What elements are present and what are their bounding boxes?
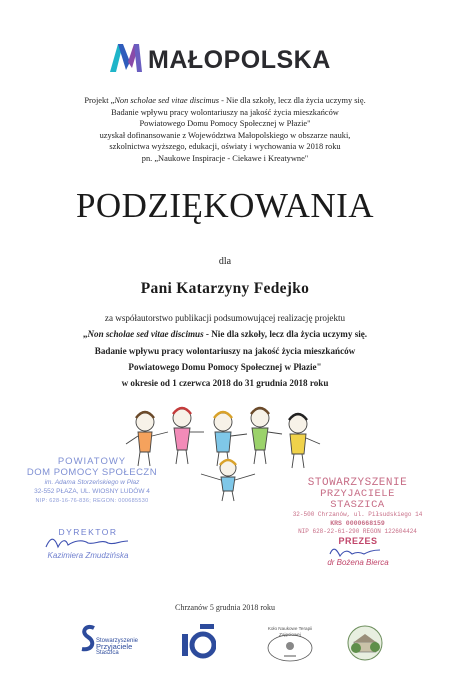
body-line-1: za współautorstwo publikacji podsumowującej realizację projektu — [104, 313, 346, 323]
body-paragraph — [40, 310, 410, 391]
director-name: Kazimiera Zmudzińska — [47, 551, 129, 560]
stamp-right-line-5: NIP 628-22-61-290 REGON 122604424 — [298, 528, 417, 535]
intro-line-4: uzyskał dofinansowanie z Województwa Małopolskiego w obszarze nauki, — [99, 130, 351, 140]
footer-logo-kolo-naukowe — [260, 624, 320, 664]
stamp-right-line-1: STOWARZYSZENIE — [307, 477, 408, 489]
director-role: DYREKTOR — [58, 527, 118, 537]
stamp-left-line-3: im. Adama Storzeńskiego w Płaz — [44, 479, 140, 486]
certificate-title: PODZIĘKOWANIA — [75, 186, 375, 225]
stamp-dps-plaza — [22, 456, 162, 506]
stamp-right-line-3: 32-500 Chrzanów, ul. Piłsudskiego 14 — [292, 511, 423, 518]
footer-logo-przyjaciele-staszica — [80, 624, 140, 664]
footer-logo1-small2: Staszica — [96, 650, 119, 656]
president-signature — [326, 544, 386, 558]
director-signature-block — [28, 527, 148, 560]
footer-logo3-label: Koło Naukowe Terapii Zajęciowej — [267, 626, 313, 637]
footer-logo-10-years — [180, 624, 216, 664]
stamp-left-line-2: DOM POMOCY SPOŁECZN — [26, 467, 158, 478]
president-role: PREZES — [338, 536, 378, 546]
stamp-left-line-1: POWIATOWY — [57, 456, 127, 467]
body-line-4: Powiatowego Domu Pomocy Społecznej w Płazie" — [128, 361, 322, 372]
ten-years-icon — [180, 624, 216, 660]
recipient-name: Pani Katarzyny Fedejko — [140, 280, 310, 297]
stamp-right-line-4: KRS 0000668159 — [330, 520, 385, 527]
stamp-left-line-5: NIP: 628-16-76-836; REGON: 000685530 — [35, 498, 149, 504]
intro-line-3: Powiatowego Domu Pomocy Społecznej w Płazie" — [139, 119, 311, 129]
malopolska-m-icon — [108, 40, 144, 74]
malopolska-logo — [108, 40, 358, 80]
building-emblem-icon — [346, 624, 384, 662]
stamp-przyjaciele-staszica — [290, 478, 425, 536]
intro-line-1: Projekt „Non scholae sed vitae discimus - Nie dla szkoły, lecz dla życia uczymy się. — [84, 96, 366, 105]
intro-line-2: Badanie wpływu pracy wolontariuszy na jakość życia mieszkańców — [111, 107, 339, 117]
footer-logo1-small: Stowarzyszenie — [96, 638, 139, 644]
footer-logo1-big: Przyjaciele — [96, 642, 133, 651]
stamp-right-line-2: PRZYJACIELE STASZICA — [320, 488, 395, 511]
for-label: dla — [218, 256, 232, 267]
logo-text: MAŁOPOLSKA — [148, 46, 331, 74]
president-name: dr Bożena Bierca — [327, 558, 389, 567]
footer-logo-building — [346, 624, 384, 664]
body-line-5: w okresie od 1 czerwca 2018 do 31 grudnia 2018 roku — [121, 378, 329, 389]
place-and-date: Chrzanów 5 grudnia 2018 roku — [175, 603, 275, 612]
intro-line-5: szkolnictwa wyższego, edukacji, oświaty i wychowania w 2018 roku — [109, 142, 341, 152]
intro-paragraph — [40, 95, 410, 165]
body-line-2: „Non scholae sed vitae discimus - Nie dla szkoły, lecz dla życia uczymy się. — [82, 329, 368, 340]
body-line-3: Badanie wpływu pracy wolontariuszy na jakość życia mieszkańców — [94, 345, 356, 356]
intro-line-6: pn. „Naukowe Inspiracje - Ciekawe i Kreatywne" — [141, 153, 309, 163]
president-signature-block — [298, 536, 418, 567]
stamp-left-line-4: 32-552 PŁAZA, UL. WIOSNY LUDÓW 4 — [34, 488, 150, 495]
director-signature — [42, 535, 132, 551]
